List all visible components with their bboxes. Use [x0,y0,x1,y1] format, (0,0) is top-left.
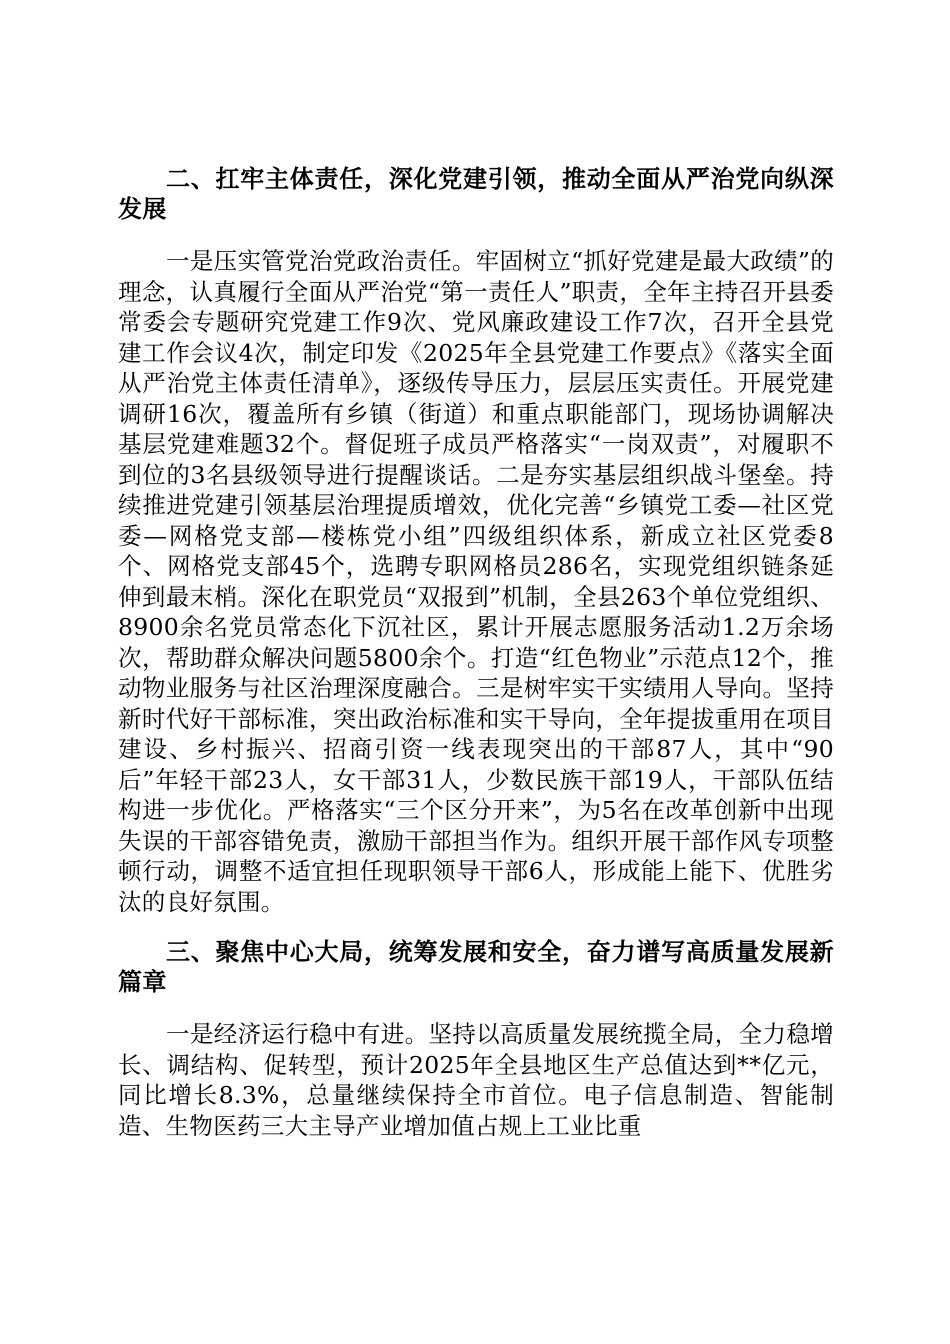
section-paragraph-2: 一是压实管党治党政治责任。牢固树立“抓好党建是最大政绩”的理念，认真履行全面从严治党“第一责任人”职责，全年主持召开县委常委会专题研究党建工作9次、党风廉政建设工作7次，召开全县党建工作会议4次，制定印发《2025年全县党建工作要点》《落实全面从严治党主体责任清单》，逐级传导压力，层层压实责任。开展党建调研16次，覆盖所有乡镇（街道）和重点职能部门，现场协调解决基层党建难题32个。督促班子成员严格落实“一岗双责”，对履职不到位的3名县级领导进行提醒谈话。二是夯实基层组织战斗堡垒。持续推进党建引领基层治理提质增效，优化完善“乡镇党工委—社区党委—网格党支部—楼栋党小组”四级组织体系，新成立社区党委8个、网格党支部45个，选聘专职网格员286名，实现党组织链条延伸到最末梢。深化在职党员“双报到”机制，全县263个单位党组织、8900余名党员常态化下沉社区，累计开展志愿服务活动1.2万余场次，帮助群众解决问题5800余个。打造“红色物业”示范点12个，推动物业服务与社区治理深度融合。三是树牢实干实绩用人导向。坚持新时代好干部标准，突出政治标准和实干导向，全年提拔重用在项目建设、乡村振兴、招商引资一线表现突出的干部87人，其中“90后”年轻干部23人，女干部31人，少数民族干部19人，干部队伍结构进一步优化。严格落实“三个区分开来”，为5名在改革创新中出现失误的干部容错免责，激励干部担当作为。组织开展干部作风专项整顿行动，调整不适宜担任现职领导干部6人，形成能上能下、优胜劣汰的良好氛围。 [118,247,834,916]
section-heading-3: 三、聚焦中心大局，统筹发展和安全，奋力谱写高质量发展新篇章 [118,938,834,996]
section-heading-2: 二、扛牢主体责任，深化党建引领，推动全面从严治党向纵深发展 [118,165,834,223]
document-page [118,164,834,1141]
section-paragraph-3: 一是经济运行稳中有进。坚持以高质量发展统揽全局，全力稳增长、调结构、促转型，预计2025年全县地区生产总值达到**亿元，同比增长8.3%，总量继续保持全市首位。电子信息制造、智能制造、生物医药三大主导产业增加值占规上工业比重 [118,1020,834,1140]
